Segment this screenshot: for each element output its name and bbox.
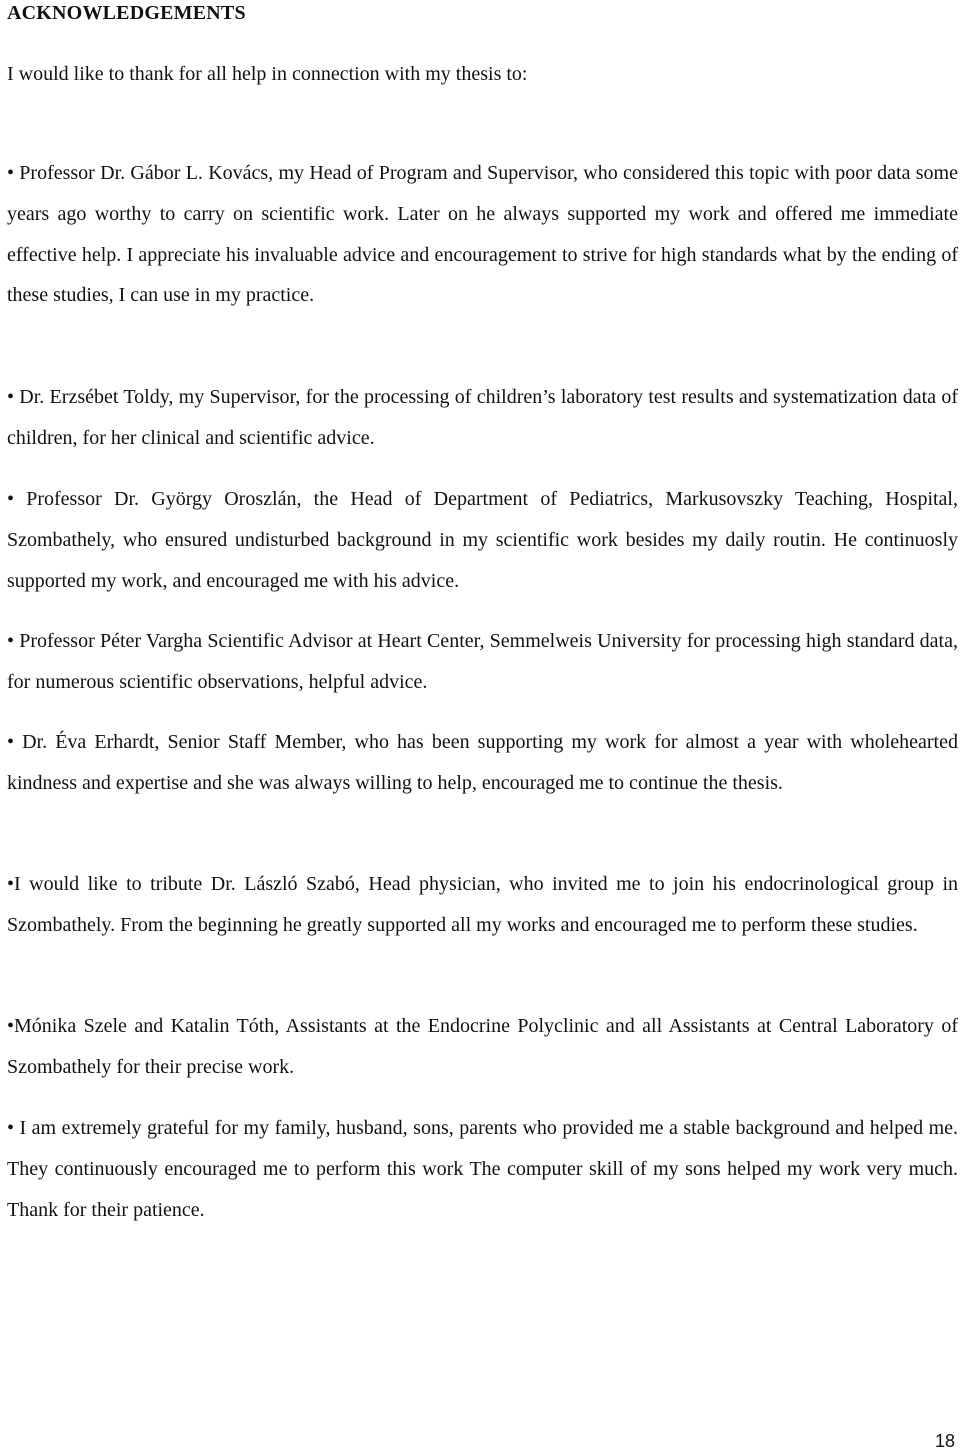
acknowledgement-vargha: • Professor Péter Vargha Scientific Advisor at Heart Center, Semmelweis University for processing high standard data, for numerous scientific observations, helpful advice.: [7, 630, 958, 693]
acknowledgement-assistants: •Mónika Szele and Katalin Tóth, Assistants at the Endocrine Polyclinic and all Assistants at Central Laboratory of Szombathely for their precise work.: [7, 1015, 958, 1078]
acknowledgement-erhardt: • Dr. Éva Erhardt, Senior Staff Member, who has been supporting my work for almost a year with wholehearted kindness and expertise and she was always willing to help, encouraged me to continue the thesis.: [7, 731, 958, 794]
acknowledgement-kovacs: • Professor Dr. Gábor L. Kovács, my Head of Program and Supervisor, who considered this topic with poor data some years ago worthy to carry on scientific work. Later on he always supported my work and offered me immediate effective help. I appreciate his invaluable advice and encouragement to strive for high standards what by the ending of these studies, I can use in my practice.: [7, 162, 958, 307]
acknowledgement-oroszlan: • Professor Dr. György Oroszlán, the Head of Department of Pediatrics, Markusovszky Teaching, Hospital, Szombathely, who ensured undisturbed background in my scientific work besides my daily routin. He continuosly supported my work, and encouraged me with his advice.: [7, 488, 958, 592]
intro-text: I would like to thank for all help in connection with my thesis to:: [7, 63, 528, 85]
acknowledgement-toldy: • Dr. Erzsébet Toldy, my Supervisor, for the processing of children’s laboratory test results and systematization data of children, for her clinical and scientific advice.: [7, 386, 958, 449]
acknowledgement-szabo: •I would like to tribute Dr. László Szabó, Head physician, who invited me to join his endocrinological group in Szombathely. From the beginning he greatly supported all my works and encouraged me to perform these studies.: [7, 873, 958, 936]
page-title: ACKNOWLEDGEMENTS: [7, 2, 246, 24]
acknowledgement-family: • I am extremely grateful for my family, husband, sons, parents who provided me a stable background and helped me. They continuously encouraged me to perform this work The computer skill of my sons helped my work very much. Thank for their patience.: [7, 1117, 958, 1221]
page-number: 18: [934, 1431, 955, 1451]
